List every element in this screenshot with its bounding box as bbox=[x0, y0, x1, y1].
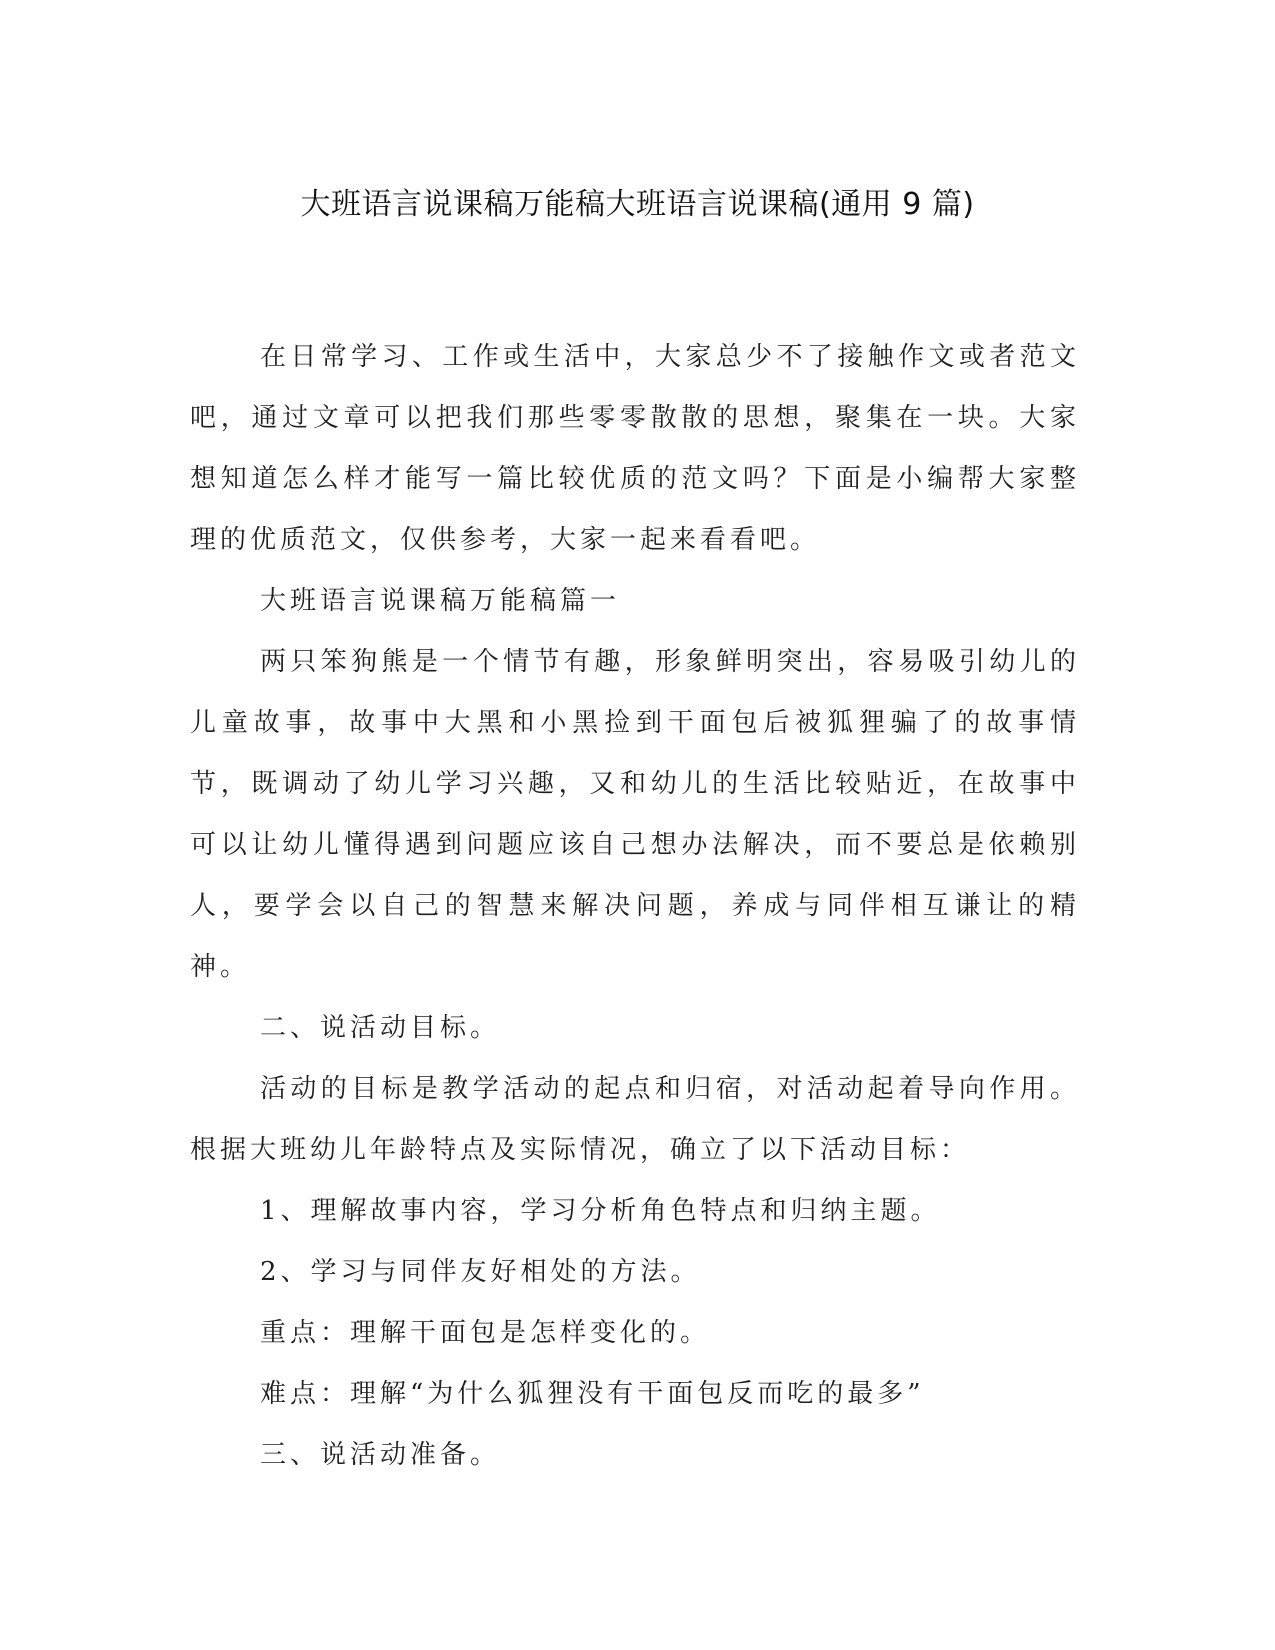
section-heading-objectives: 二、说活动目标。 bbox=[260, 1013, 501, 1043]
paragraph-story-description: 两只笨狗熊是一个情节有趣，形象鲜明突出，容易吸引幼儿的儿童故事，故事中大黑和小黑捡到干面包后被狐狸骗了的故事情节，既调动了幼儿学习兴趣，又和幼儿的生活比较贴近，在故事中可以让幼儿懂得遇到问题应该自己想办法解决，而不要总是依赖别人，要学会以自己的智慧来解决问题，养成与同伴相互谦让的精神。 bbox=[190, 647, 1080, 982]
list-item-objective-1: 1、理解故事内容，学习分析角色特点和归纳主题。 bbox=[260, 1196, 941, 1226]
document-title: 大班语言说课稿万能稿大班语言说课稿(通用 9 篇) bbox=[300, 187, 975, 222]
key-point: 重点：理解干面包是怎样变化的。 bbox=[260, 1318, 711, 1348]
paragraph-objectives-intro: 活动的目标是教学活动的起点和归宿，对活动起着导向作用。根据大班幼儿年龄特点及实际情况，确立了以下活动目标： bbox=[190, 1074, 1080, 1165]
section-heading-part-one: 大班语言说课稿万能稿篇一 bbox=[260, 586, 621, 616]
list-item-objective-2: 2、学习与同伴友好相处的方法。 bbox=[260, 1257, 701, 1287]
difficult-point: 难点：理解“为什么狐狸没有干面包反而吃的最多” bbox=[260, 1379, 925, 1409]
section-heading-preparation: 三、说活动准备。 bbox=[260, 1440, 501, 1470]
paragraph-intro: 在日常学习、工作或生活中，大家总少不了接触作文或者范文吧，通过文章可以把我们那些零零散散的思想，聚集在一块。大家想知道怎么样才能写一篇比较优质的范文吗？下面是小编帮大家整理的优质范文，仅供参考，大家一起来看看吧。 bbox=[190, 342, 1080, 555]
document-body bbox=[190, 327, 1080, 1486]
